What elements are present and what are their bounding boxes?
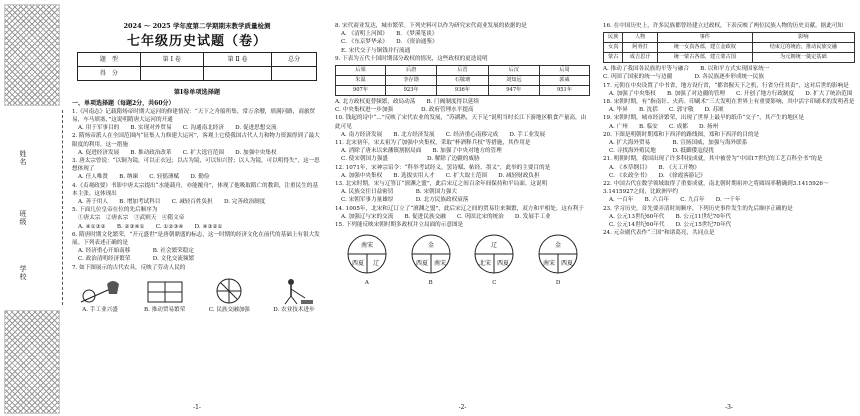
answer-options: C. 《东京梦华录》 D. 《资治通鉴》 <box>341 39 438 46</box>
score-cell[interactable] <box>203 67 271 81</box>
dynasty-table <box>335 65 590 96</box>
question-list <box>603 65 855 237</box>
answer-options: A. 《本草纲目》 B. 《天工开物》 <box>609 164 700 171</box>
question-text: 1.《河南志》记载隋炀帝时期大运河的修建情况：“天下之舟船所集，常万余艘，填满河路，商旅贸易，车马填塞，”这说明隋唐大运河的开通 <box>72 108 316 124</box>
question-text: 18. 宋朝时期，有“指南针、火药、印刷术”三大发明在世界上有重要影响，其中活字印刷术的发明者是 <box>603 99 855 106</box>
answer-options: C. 公元14世纪60年代 D. 公元15世纪70年代 <box>609 222 732 229</box>
option-letter: B <box>428 280 433 287</box>
answer-options: C. 政治清明经济繁荣 D. 文化交流频繁 <box>78 256 195 263</box>
picture-caption: C. 民族交融加强 <box>208 306 250 313</box>
question-text: 14. 1005年，北宋和辽订立了“澶渊之盟”，此后宋辽之间的贸易往来频繁，双方和平相处，这有利于 <box>335 205 584 212</box>
question-text: C. 中央集权进一步加强 D. 政府管理水平提高 <box>335 107 474 114</box>
question-text: 16. 在中国历史上，许多民族都曾经建立过政权，下表反映了两位民族人物的历史贡献。据此可知 <box>603 23 844 29</box>
regime-label: 南宋 <box>360 242 373 250</box>
answer-options: A. 民族交往日益密切 B. 宋朝国力强大 <box>341 189 457 196</box>
picture-caption: D. 农业技术进步 <box>273 306 315 313</box>
question-list <box>72 108 322 272</box>
picture-caption: B. 推动贸易繁荣 <box>144 306 186 313</box>
year-cell: 907年 <box>336 86 386 96</box>
regime-label: 西夏 <box>415 260 428 268</box>
question-list <box>335 22 590 63</box>
question-text: A. 推动了我国各民族的平等与融合 B. 以和平方式实现国家统一 <box>603 66 770 73</box>
option-letter: D <box>555 280 561 287</box>
option-letter: C <box>492 280 497 287</box>
binding-strip <box>0 0 70 416</box>
question-text: 22. 中国古代在数学领域取得了重要成就，南北朝时期祖冲之将圆周率精确到3.1415926～3.1415927之间，比欧洲早约 <box>603 181 829 196</box>
regime-label: 辽 <box>372 260 379 268</box>
table-header-cell: 人物 <box>623 33 658 43</box>
answer-options: A. 善于用人 B. 增加考试科目 C. 减轻百姓负担 D. 完善政治制度 <box>78 199 266 206</box>
answer-options: A. ④①③② B. ②③④① C. ①②③④ D. ④③②① <box>78 223 223 230</box>
hatched-margin-bottom <box>4 310 60 414</box>
question-text: 11. 北宋初年，宋太祖为了加强中央集权，采取“杯酒释兵权”等措施，其作用是 <box>335 140 531 147</box>
year-cell: 947年 <box>488 86 539 96</box>
question-text: 13. 北宋时期，宋与辽签订“澶渊之盟”，此后宋辽之间百余年间保持和平局面。这说明 <box>335 181 548 188</box>
founder-cell: 郭威 <box>539 76 589 86</box>
answer-options: A. 毕昇 B. 沈括 C. 郭守敬 D. 苏颂 <box>609 107 724 114</box>
founder-cell: 李存勖 <box>385 76 436 86</box>
name-label: 姓名 <box>19 150 27 166</box>
score-label: 得 分 <box>78 67 141 81</box>
map-option <box>345 232 389 287</box>
hatched-margin-top <box>4 4 60 106</box>
dynasty-cell: 后梁 <box>336 66 386 76</box>
picture-options <box>72 276 322 314</box>
year-cell: 936年 <box>437 86 488 96</box>
table-cell: 阿骨打 <box>623 43 658 53</box>
question-text: 10. 钱起的诗中“...”反映了宋代农业的发展，“苏湖熟，天下足”说明当时长江下游地区粮食产量高，由此可见 <box>335 115 587 130</box>
regime-label: 南宋 <box>543 260 556 268</box>
exam-title: 七年级历史试题（卷） <box>126 34 267 50</box>
dynasty-cell: 后周 <box>539 66 589 76</box>
picture-option <box>201 276 257 314</box>
answer-options: C. 使宋朝国力强盛 D. 解除了边疆的威胁 <box>341 156 480 163</box>
score-head: 第 Ⅰ 卷 <box>140 53 203 67</box>
page-2 <box>335 0 590 416</box>
answer-options: A. 《清明上河图》 B. 《梦溪笔谈》 <box>341 31 438 38</box>
question-text: 15. 下列能反映宋朝时期多政权并立局面的示意图是 <box>335 222 464 229</box>
answer-options: A. 广州 B. 临安 C. 成都 D. 扬州 <box>609 123 719 130</box>
picture-option <box>72 276 128 314</box>
regime-label: 金 <box>427 242 434 250</box>
answer-options: A. 经济重心开始南移 B. 社会繁荣稳定 <box>78 248 194 255</box>
answer-options: A. 南方经济发展 B. 北方经济发展 C. 经济重心南移完成 D. 手工业发展 <box>341 131 546 138</box>
year-cell: 923年 <box>385 86 436 96</box>
answer-options: A. 消除了唐末以来藩镇割据局面 B. 加强了中央对地方的管理 <box>341 148 502 155</box>
answer-options: C. 寻找海外殖民地 D. 抵御倭寇侵扰 <box>609 148 714 155</box>
score-cell[interactable] <box>272 67 317 81</box>
regime-label: 辽 <box>491 242 498 250</box>
year-cell: 951年 <box>539 86 589 96</box>
question-text: 21. 明朝时期，我国出现了许多科技成就，其中被誉为“中国17世纪的工艺百科全书”的是 <box>603 156 823 163</box>
page-number: -1- <box>193 403 201 411</box>
answer-options: A. 加强辽与宋的交流 B. 促进民族交融 C. 巩固北宋的统治 D. 发展手工业 <box>341 213 551 220</box>
question-text: 12. 1071年，宋神宗诏令：“科举考试经义，罢诗赋、帖经、墨义”，此举的主要目的是 <box>335 164 551 171</box>
question-text: 23. 学习历史，首先要弄清时间顺序，下列历史事件发生的先后顺序正确的是 <box>603 205 793 212</box>
regime-label: 西夏 <box>351 260 364 268</box>
table-cell: 统一女真各部，建立金政权 <box>657 43 752 53</box>
question-text: 3. 唐太宗曾说：“以铜为镜，可以正衣冠；以古为镜，可以知兴替；以人为镜，可以明得失”，这一思想体现了 <box>72 158 320 173</box>
score-table <box>77 52 317 81</box>
question-text: A. 北方政权更替频繁，政局动荡 B. 门阀制度得以延续 <box>335 99 479 106</box>
answer-options: A. 用于军事目的 B. 实现对外贸易 C. 沟通南北经济 D. 促进思想交流 <box>78 125 277 132</box>
map-option <box>409 232 453 287</box>
question-text: 7. 如下图展示的古代农具，反映了劳动人民的 <box>72 264 186 271</box>
question-text: C. 巩固了国家的统一与边疆 D. 各民族逐步形成统一民族 <box>603 74 764 81</box>
picture-caption: A. 手工业兴盛 <box>82 306 118 313</box>
score-cell[interactable] <box>140 67 203 81</box>
answer-options: ①唐太宗 ②唐玄宗 ③武则天 ④隋文帝 <box>78 215 185 222</box>
regime-label: 北宋 <box>479 260 492 268</box>
picture-option <box>137 276 193 314</box>
founder-cell: 刘知远 <box>488 76 539 86</box>
answer-options: A. 一百年 B. 六百年 C. 九百年 D. 一千年 <box>609 197 741 204</box>
table-cell: 为元朝统一奠定基础 <box>752 53 854 63</box>
regime-label: 南宋 <box>433 260 446 268</box>
cut-line <box>62 110 63 305</box>
score-head: 总分 <box>272 53 317 67</box>
exam-year: 2024 ～ 2025 学年度第二学期期末教学质量检测 <box>123 22 271 30</box>
founder-cell: 朱温 <box>336 76 386 86</box>
regime-label: 西夏 <box>561 260 574 268</box>
tool-illustration <box>142 276 188 306</box>
waterwheel-illustration <box>206 276 252 306</box>
question-list <box>335 98 590 229</box>
section-title: 第Ⅰ卷单项选择题 <box>173 89 221 97</box>
class-label: 班级 <box>19 210 27 226</box>
question-text: 19. 宋朝时期，城市经济繁荣，出现了世界上最早的纸币“交子”，其产生的地区是 <box>603 115 804 122</box>
question-text: 9. 下表为五代十国时期部分政权的情况，这些政权的更迭说明 <box>335 55 488 62</box>
regime-label: 西夏 <box>497 260 510 268</box>
school-label: 学校 <box>19 265 27 281</box>
answer-options: C. 宋朝军事力量雄厚 D. 北方民族政权衰落 <box>341 197 469 204</box>
plow-illustration <box>77 276 123 306</box>
table-header-cell: 事件 <box>657 33 752 43</box>
regime-label: 金 <box>555 242 562 250</box>
question-list <box>603 22 855 30</box>
table-cell: 女真 <box>604 43 623 53</box>
dynasty-cell: 后唐 <box>385 66 436 76</box>
table-cell: 成吉思汗 <box>623 53 658 63</box>
score-head: 第 Ⅱ 卷 <box>203 53 271 67</box>
answer-options: A. 加强中央集权 B. 选拔实用人才 C. 扩大取士范围 D. 减轻财政负担 <box>341 172 540 179</box>
table-cell: 统一蒙古各部，建立蒙古国 <box>657 53 752 63</box>
table-header-cell: 民族 <box>604 33 623 43</box>
founder-cell: 石敬瑭 <box>437 76 488 86</box>
picture-option <box>266 276 322 314</box>
answer-options: E. 宋代交子与铜钱并行流通 <box>341 47 411 54</box>
dynasty-cell: 后晋 <box>437 66 488 76</box>
people-table <box>603 32 855 63</box>
page-1 <box>72 0 322 416</box>
question-text: 8. 宋代商业发达，城市繁荣。下列史料可以作为研究宋代商业发展的依据的是 <box>335 23 527 29</box>
score-head: 题 型 <box>78 53 141 67</box>
table-cell: 结束辽的统治，推动民族交融 <box>752 43 854 53</box>
question-text: 4.《贞观政要》书影中唐太宗提出“水能载舟，亦能覆舟”，体现了他吸取隋亡的教训，注重民生的基本主张。这体现出 <box>72 182 318 197</box>
part-title: 一、单项选择题（每题2分，共60分） <box>72 99 175 107</box>
farmer-illustration <box>271 276 317 306</box>
page-number: -3- <box>725 403 733 411</box>
map-option <box>472 232 516 287</box>
answer-options: A. 促进经济发展 B. 推动政治改革 C. 扩大选官范围 D. 加强中央集权 <box>78 149 277 156</box>
table-cell: 蒙古 <box>604 53 623 63</box>
page-number: -2- <box>458 403 467 411</box>
answer-options: C. 《农政全书》 D. 《徐霞客游记》 <box>609 172 706 179</box>
regime-circle-diagram <box>409 232 453 276</box>
question-text: 5. 下面几位皇帝在位的先后顺序为 <box>72 207 158 214</box>
question-text: 6. 隋唐时期文化繁荣，“开元盛世”是唐朝鼎盛的标志，这一时期的经济文化在前代的基础上有很大发展。下列表述正确的是 <box>72 231 320 247</box>
page-3 <box>603 0 855 416</box>
answer-options: A. 公元13世纪60年代 B. 公元11世纪70年代 <box>609 213 732 220</box>
regime-circle-diagram <box>536 232 580 276</box>
regime-circle-diagram <box>345 232 389 276</box>
question-text: 17. 元朝在中央设置了中书省，地方设行省，“都省握天下之机，行省分任其责”，这对后世的影响是 <box>603 82 849 89</box>
question-text: 24. 元杂剧代表作“三国”和诸葛亮，共同点是 <box>603 230 715 237</box>
map-options <box>335 232 590 287</box>
regime-circle-diagram <box>472 232 516 276</box>
answer-options: A. 任人唯贤 B. 纳谏 C. 轻徭薄赋 D. 勤俭 <box>78 174 210 181</box>
option-letter: A <box>364 280 369 287</box>
question-text: 20. 下图是明朝时期郑和下西洋的路线图，郑和下西洋的目的是 <box>603 131 760 138</box>
dynasty-cell: 后汉 <box>488 66 539 76</box>
answer-options: A. 加强了中央集权 B. 加强了对边疆的管理 C. 开创了地方行政制度 D. 扩大了统治范围 <box>609 90 853 97</box>
table-header-cell: 影响 <box>752 33 854 43</box>
map-option <box>536 232 580 287</box>
question-text: 2. 隋炀帝派人在全国范围内“征集人力修建大运河”，客观上它使我国古代人力和物力资源得到了最大限度的利用。这一措施 <box>72 133 320 148</box>
answer-options: A. 扩大海外贸易 B. 宣扬国威，加强与海外联系 <box>609 140 748 147</box>
